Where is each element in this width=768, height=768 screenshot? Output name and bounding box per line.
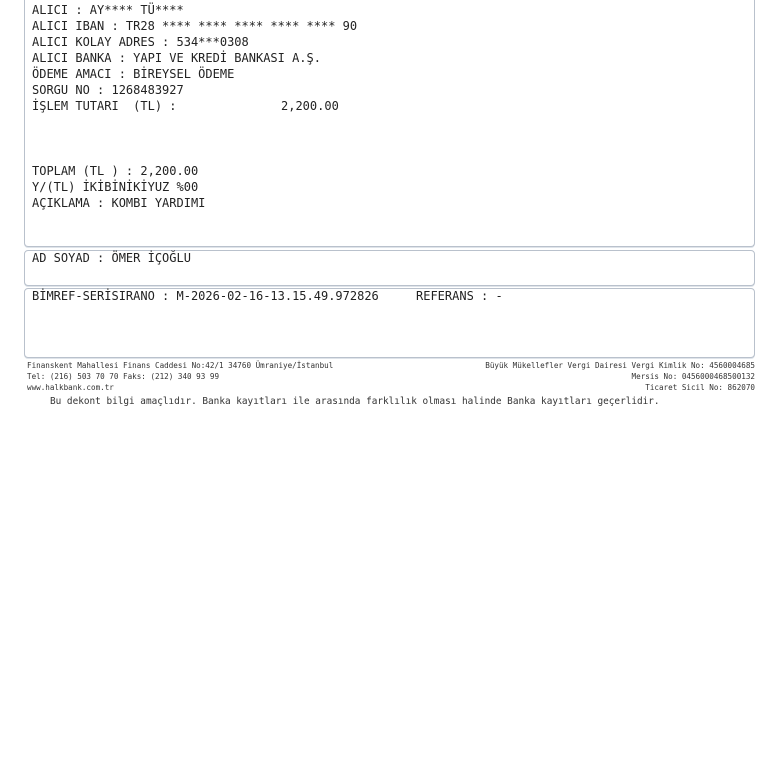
payment-purpose: ÖDEME AMACI : BİREYSEL ÖDEME [32,67,235,81]
sender-name: AD SOYAD : ÖMER İÇOĞLU [32,251,191,265]
reference-number: REFERANS : - [416,289,503,303]
recipient-easy-address: ALICI KOLAY ADRES : 534***0308 [32,35,249,49]
recipient-name: ALICI : AY**** TÜ**** [32,3,184,17]
reference-serial: BİMREF-SERİSIRANO : M-2026-02-16-13.15.49.972826 [32,289,379,303]
total-amount: TOPLAM (TL ) : 2,200.00 [32,164,199,178]
bank-website: www.halkbank.com.tr [27,383,114,392]
bank-address: Finanskent Mahallesi Finans Caddesi No:42/1 34760 Ümraniye/İstanbul [27,361,334,370]
tax-office-info: Büyük Mükellefler Vergi Dairesi Vergi Kimlik No: 4560004685 [485,361,755,370]
query-number: SORGU NO : 1268483927 [32,83,184,97]
amount-in-words: Y/(TL) İKİBİNİKİYUZ %00 [32,180,199,194]
disclaimer-text: Bu dekont bilgi amaçlıdır. Banka kayıtları ile arasında farklılık olması halinde Banka kayıtları geçerlidir. [50,396,660,407]
trade-registry-number: Ticaret Sicil No: 862070 [645,383,755,392]
transaction-amount-label: İŞLEM TUTARI (TL) : [32,99,177,113]
bank-phone-fax: Tel: (216) 503 70 70 Faks: (212) 340 93 99 [27,372,220,381]
transaction-amount-value: 2,200.00 [281,99,339,113]
description: AÇIKLAMA : KOMBI YARDIMI [32,196,206,210]
mersis-number: Mersis No: 0456000468500132 [631,372,755,381]
recipient-iban: ALICI IBAN : TR28 **** **** **** **** **** 90 [32,19,358,33]
recipient-bank: ALICI BANKA : YAPI VE KREDİ BANKASI A.Ş. [32,51,321,65]
